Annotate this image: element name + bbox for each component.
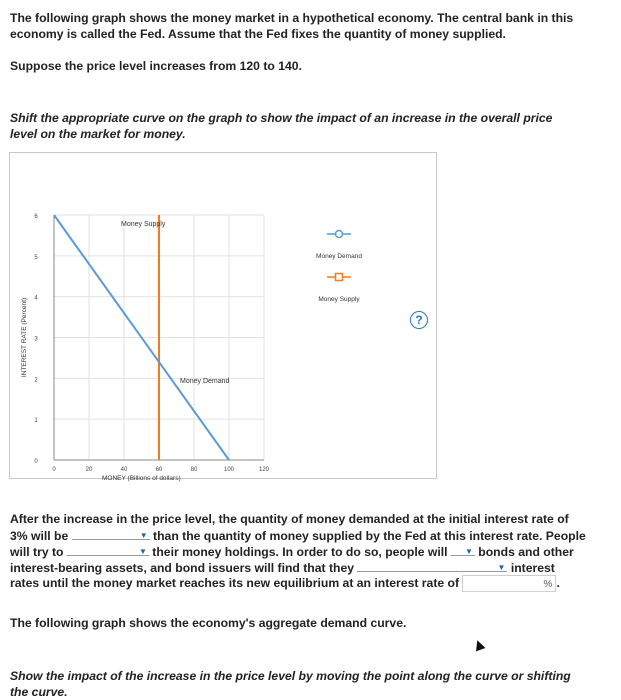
instruction-line-1: Shift the appropriate curve on the graph to show the impact of an increase in the overall price: [10, 111, 553, 125]
question-l3a: will try to: [10, 545, 64, 559]
question-line-4: [10, 559, 555, 576]
help-icon[interactable]: ?: [410, 311, 428, 329]
legend-label: Money Demand: [316, 253, 362, 260]
dropdown-arrow-icon: ▼: [464, 547, 473, 556]
graph-panel: [9, 152, 437, 482]
y-tick-label: 6: [34, 214, 38, 220]
dropdown-arrow-icon: ▼: [139, 531, 148, 540]
mouse-cursor-icon: [473, 639, 486, 652]
percent-unit: %: [543, 579, 553, 591]
y-tick-label: 1: [34, 418, 38, 425]
question-line-3: [10, 543, 574, 560]
y-tick-label: 4: [34, 295, 38, 302]
interest-rate-input[interactable]: [462, 575, 556, 592]
money-market-chart[interactable]: [10, 153, 436, 482]
y-tick-label: 5: [34, 254, 38, 261]
question-l5a: rates until the money market reaches its new equilibrium at an interest rate of: [10, 576, 460, 590]
dropdown-arrow-icon: ▼: [497, 563, 506, 572]
money-demand-curve-label: Money Demand: [180, 378, 230, 385]
x-tick-label: 100: [223, 467, 235, 473]
question-line-5: [10, 575, 560, 592]
x-tick-label: 20: [85, 467, 93, 473]
question-l4a: interest-bearing assets, and bond issuers will find that they: [10, 561, 355, 575]
ad-instruction-line-1: Show the impact of the increase in the price level by moving the point along the curve or shifting: [10, 669, 571, 683]
legend-circle-marker: [336, 231, 343, 238]
x-tick-label: 40: [120, 467, 128, 473]
question-l4b: interest: [510, 561, 555, 575]
y-tick-label: 2: [34, 377, 38, 384]
raise-lower-dropdown[interactable]: [357, 559, 507, 572]
question-line-2: [10, 527, 586, 544]
x-axis-label: MONEY (Billions of dollars): [102, 475, 181, 482]
x-tick-label: 120: [258, 467, 270, 473]
intro-line-2: economy is called the Fed. Assume that the Fed fixes the quantity of money supplied.: [10, 27, 506, 41]
question-l2a: 3% will be: [10, 529, 69, 543]
more-less-dropdown[interactable]: [72, 527, 150, 540]
x-tick-label: 60: [155, 467, 163, 473]
question-line-1: After the increase in the price level, the quantity of money demanded at the initial interest rate of: [10, 512, 569, 526]
question-l3c: bonds and other: [478, 545, 574, 559]
instruction-line-2: level on the market for money.: [10, 127, 186, 141]
dropdown-arrow-icon: ▼: [138, 547, 147, 556]
legend-square-marker: [336, 274, 343, 281]
x-tick-label: 0: [52, 467, 56, 473]
intro-line-1: The following graph shows the money market in a hypothetical economy. The central bank in this: [10, 11, 574, 25]
y-axis-label: INTEREST RATE (Percent): [21, 297, 28, 378]
money-supply-curve-label: Money Supply: [121, 221, 166, 228]
y-tick-label: 3: [34, 336, 38, 343]
ad-instruction-line-2: the curve.: [10, 685, 68, 699]
question-l2b: than the quantity of money supplied by the Fed at this interest rate. People: [153, 529, 586, 543]
question-period: .: [556, 576, 560, 590]
x-tick-label: 80: [190, 467, 198, 473]
legend-label: Money Supply: [318, 296, 360, 303]
buy-sell-dropdown[interactable]: [451, 543, 475, 556]
question-l3b: their money holdings. In order to do so, people will: [152, 545, 448, 559]
ad-graph-intro: The following graph shows the economy's aggregate demand curve.: [10, 616, 407, 630]
intro-price-level: Suppose the price level increases from 120 to 140.: [10, 59, 302, 73]
increase-decrease-dropdown[interactable]: [67, 543, 149, 556]
y-tick-label: 0: [34, 459, 38, 465]
